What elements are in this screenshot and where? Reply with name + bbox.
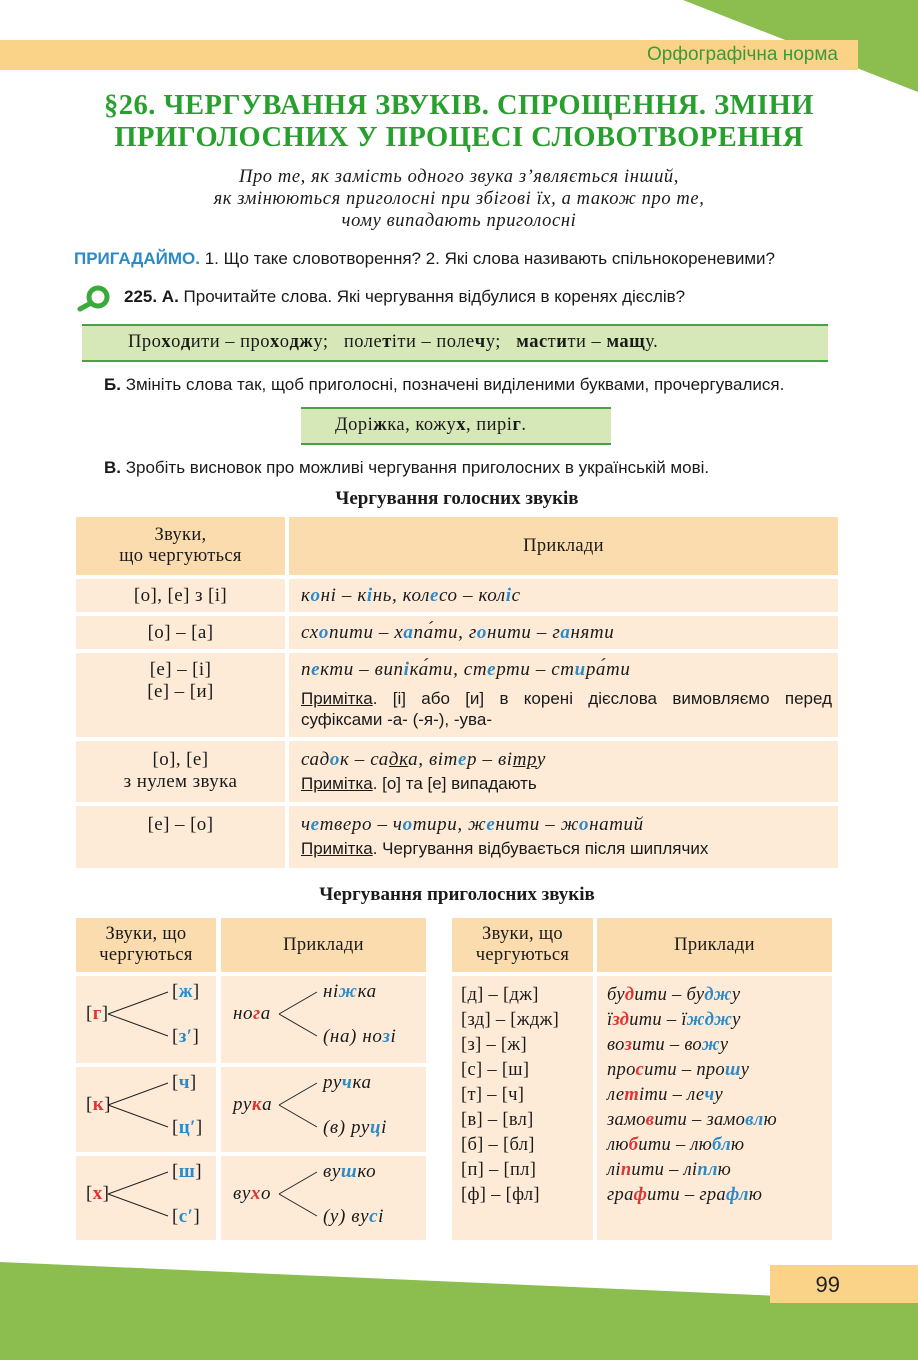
vowel-row-5-sounds: [е] – [о] [76, 806, 285, 868]
alt-letter: з′ [178, 1026, 193, 1047]
header-line-1: Звуки, що [105, 924, 187, 944]
vowels-header-examples: Приклади [289, 517, 838, 575]
header-sounds-line-2: що чергуються [119, 546, 242, 566]
example-pair: замовити – замовлю [607, 1110, 777, 1130]
sound-alt-2: [з′] [172, 1026, 200, 1047]
sounds-line-1: [о], [е] [152, 749, 209, 770]
page-number-tab [770, 1265, 918, 1303]
note-text: . [о] та [е] випадають [372, 774, 537, 793]
consonants-table-title: Чергування приголосних звуків [319, 884, 595, 905]
remember-text: 1. Що таке словотворення? 2. Які слова називають спільнокореневими? [204, 249, 775, 268]
example-pair: возити – вожу [607, 1035, 729, 1055]
note-text: . Чергування відбувається після шиплячих [372, 839, 709, 858]
note-label: Примітка [301, 839, 373, 858]
alt-letter: ч [178, 1072, 190, 1093]
consonants-header-examples-right: Приклади [597, 918, 832, 972]
consonant-branch-k [76, 1067, 216, 1152]
sound-alt-1: [ш] [172, 1161, 202, 1182]
header-line-1: Звуки, що [482, 924, 563, 944]
header-line-2: чергуються [475, 945, 570, 965]
consonant-example-h [221, 1156, 426, 1240]
sound-pair: [в] – [вл] [461, 1110, 534, 1130]
sound-alt-1: [ч] [172, 1072, 197, 1093]
header-line-2: чергуються [99, 945, 193, 965]
consonant-example-g [221, 976, 426, 1063]
consonant-examples-list [597, 976, 832, 1240]
consonants-header-sounds [76, 918, 216, 972]
sound-pair: [з] – [ж] [461, 1035, 527, 1055]
example-pair: летіти – лечу [607, 1085, 723, 1105]
sound-pair: [с] – [ш] [461, 1060, 530, 1080]
vowel-row-2-sounds: [о] – [а] [76, 616, 285, 649]
alt-letter: ш [178, 1161, 196, 1182]
sound-pair: [зд] – [ждж] [461, 1010, 560, 1030]
consonants-header-examples: Приклади [221, 918, 426, 972]
alt-letter: с′ [178, 1206, 194, 1227]
sounds-line-2: [е] – [и] [147, 681, 214, 702]
examples: садок – садка, вітер – вітру [301, 749, 546, 770]
base-word: нога [233, 1003, 271, 1024]
root-letter: к [92, 1094, 105, 1115]
base-word: вухо [233, 1183, 272, 1204]
task-a-text: Прочитайте слова. Які чергування відбулися в коренях дієслів? [183, 287, 686, 306]
consonants-header-sounds-right [452, 918, 593, 972]
example-2: (в) руці [323, 1117, 387, 1138]
words-box-a [82, 324, 828, 362]
sound-pair: [б] – [бл] [461, 1135, 535, 1155]
words-a: Проходити – проходжу; полетіти – полечу; мастити – мащу. [128, 332, 659, 352]
example-pair: графити – графлю [607, 1185, 763, 1205]
task-b-text: Змініть слова так, щоб приголосні, позначені виділеними буквами, прочергувалися. [125, 375, 785, 394]
exercise-number: 225. А. [124, 287, 179, 306]
exercise-task-b [104, 374, 894, 396]
paragraph-title-line-1: §26. ЧЕРГУВАННЯ ЗВУКІВ. СПРОЩЕННЯ. ЗМІНИ [104, 90, 814, 121]
header-sounds-line-1: Звуки, [154, 525, 207, 545]
sound-alt-2: [ц′] [172, 1117, 203, 1138]
example-pair: просити – прошу [607, 1060, 750, 1080]
example-2: (на) нозі [323, 1026, 397, 1047]
vowel-row-1-sounds: [о], [е] з [і] [76, 579, 285, 612]
sounds-line-2: з нулем звука [123, 771, 238, 792]
consonant-example-k [221, 1067, 426, 1152]
magnifier-icon [76, 284, 114, 312]
sound-pair: [д] – [дж] [461, 985, 539, 1005]
sound-alt-2: [с′] [172, 1206, 201, 1227]
examples: пекти – випіка́ти, стерти – стира́ти [301, 659, 631, 680]
example-2: (у) вусі [323, 1206, 385, 1227]
note [289, 773, 838, 794]
example-pair: будити – буджу [607, 985, 741, 1005]
examples: четверо – чотири, женити – жонатий [301, 814, 644, 835]
words-b: Доріжка, кожух, пиріг. [335, 415, 527, 435]
paragraph-title [40, 90, 878, 154]
root-letter: х [92, 1183, 103, 1204]
vowel-row-3-sounds [76, 653, 285, 737]
sound-root: [к] [86, 1094, 111, 1115]
footer-stripe [0, 1300, 918, 1360]
remember-label: ПРИГАДАЙМО. [74, 249, 200, 268]
sound-pair: [т] – [ч] [461, 1085, 525, 1105]
task-c-text: Зробіть висновок про можливі чергування приголосних в українській мові. [125, 458, 710, 477]
paragraph-subtitle [40, 166, 878, 232]
sound-pair: [п] – [пл] [461, 1160, 537, 1180]
example-pair: ліпити – ліплю [607, 1160, 732, 1180]
vowel-row-2-examples: схопити – хапа́ти, гонити – ганяти [289, 616, 838, 649]
vowels-header-sounds [76, 517, 285, 575]
words-box-b [301, 407, 611, 445]
example-1: ніжка [323, 981, 377, 1002]
vowel-row-4-sounds [76, 741, 285, 802]
vowel-row-1-examples: коні – кінь, колесо – коліс [289, 579, 838, 612]
exercise-task-a [124, 286, 884, 308]
exercise-task-c [104, 457, 894, 479]
note-label: Примітка [301, 774, 373, 793]
sound-root: [г] [86, 1003, 109, 1024]
example-1: вушко [323, 1161, 377, 1182]
sound-alt-1: [ж] [172, 981, 200, 1002]
page-number: 99 [815, 1272, 840, 1297]
alt-letter: ж [178, 981, 193, 1002]
consonant-branch-h [76, 1156, 216, 1240]
note-label: Примітка [301, 689, 373, 708]
note [289, 688, 838, 730]
vowel-row-3-examples [289, 653, 838, 737]
subtitle-line-3: чому випадають приголосні [341, 211, 577, 231]
root-letter: г [92, 1003, 102, 1024]
sound-root: [х] [86, 1183, 110, 1204]
sound-pair: [ф] – [фл] [461, 1185, 540, 1205]
section-title: Орфографічна норма [647, 44, 838, 65]
note-text: . [і] або [и] в корені дієслова вимовляємо перед суфіксами -а- (-я-), -ува- [301, 689, 832, 729]
base-word: рука [233, 1094, 273, 1115]
example-pair: любити – люблю [607, 1135, 745, 1155]
remember-block [74, 248, 874, 270]
example-1: ручка [323, 1072, 372, 1093]
consonant-branch-g [76, 976, 216, 1063]
subtitle-line-1: Про те, як замість одного звука з’являється інший, [239, 167, 679, 187]
consonant-sounds-list [452, 976, 593, 1240]
label-c: В. [104, 458, 121, 477]
example-pair: їздити – їжджу [607, 1010, 741, 1030]
sounds-line-1: [е] – [і] [149, 659, 212, 680]
subtitle-line-2: як змінюються приголосні при збігові їх, а також про те, [213, 189, 705, 209]
vowel-row-4-examples [289, 741, 838, 802]
paragraph-title-line-2: ПРИГОЛОСНИХ У ПРОЦЕСІ СЛОВОТВОРЕННЯ [114, 122, 804, 153]
vowel-row-5-examples [289, 806, 838, 868]
label-b: Б. [104, 375, 121, 394]
alt-letter: ц′ [178, 1117, 196, 1138]
vowels-table-title: Чергування голосних звуків [335, 488, 579, 509]
note [289, 838, 838, 859]
